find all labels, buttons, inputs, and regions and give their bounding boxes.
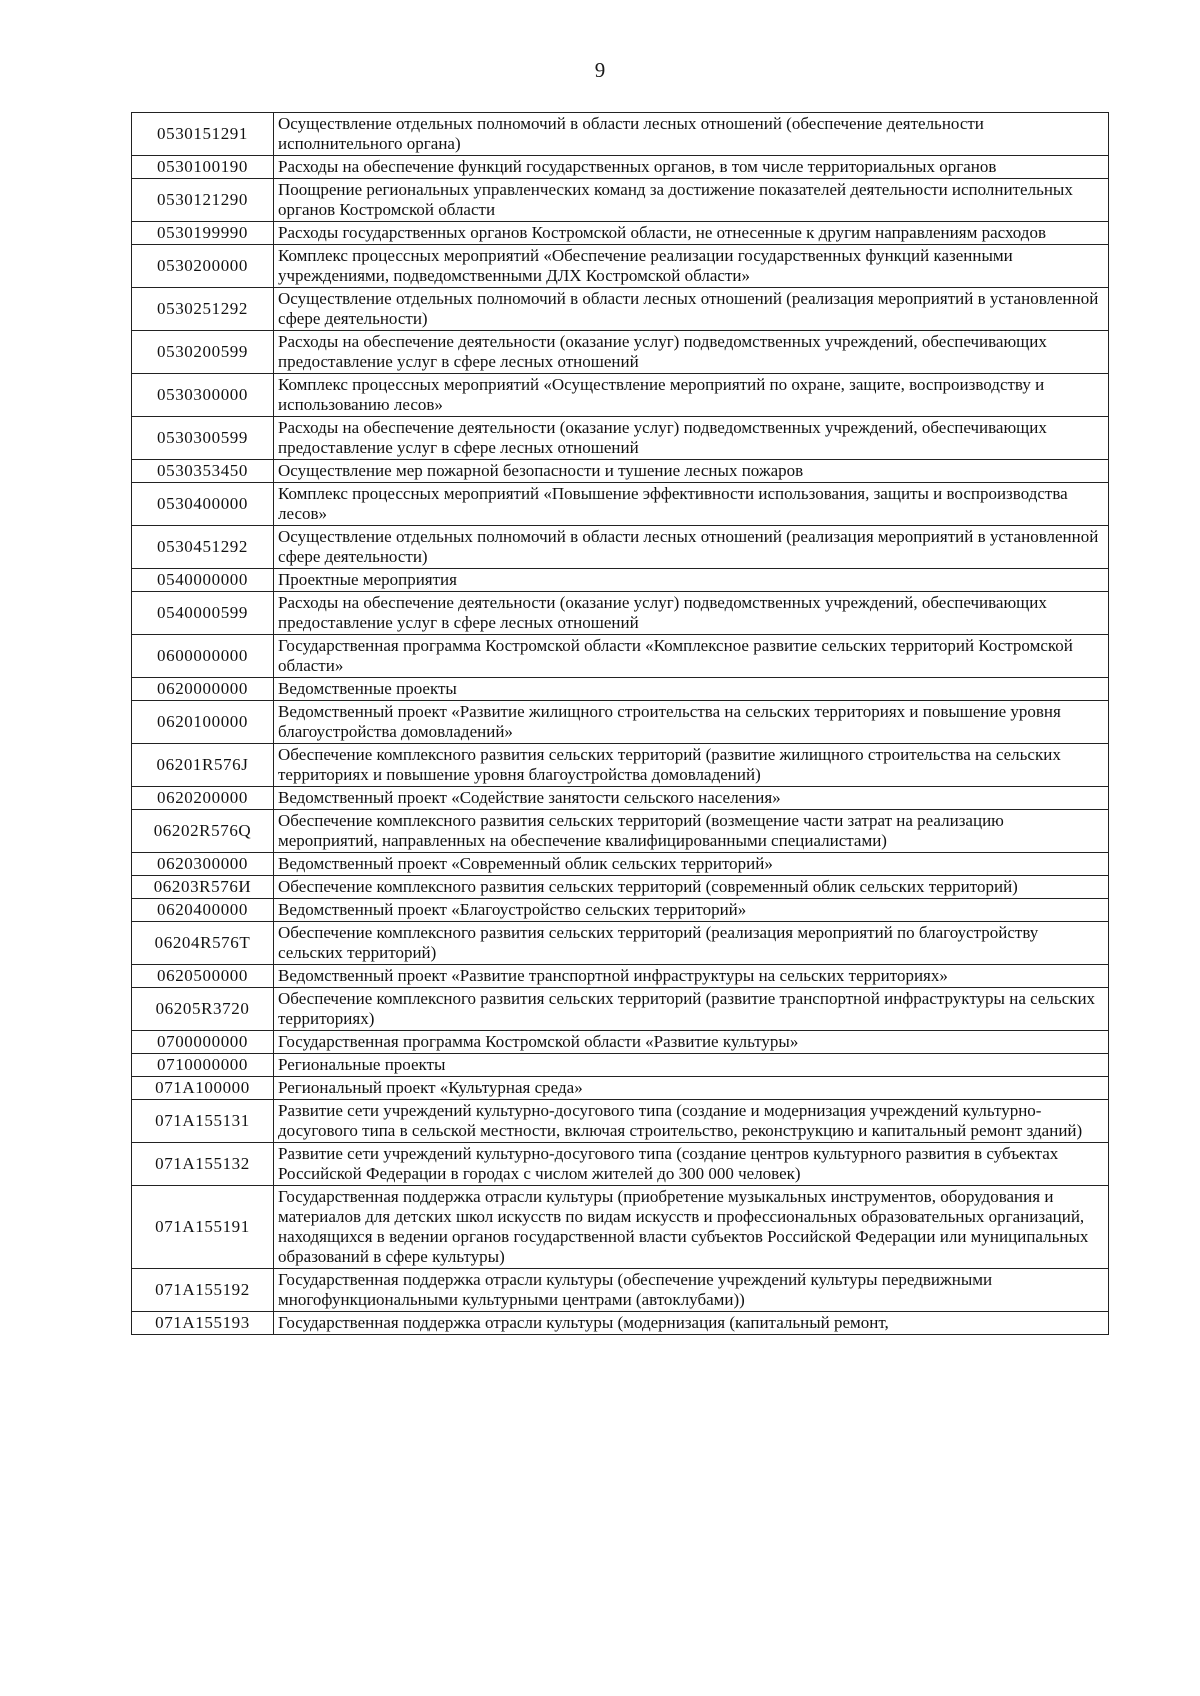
description-cell: Ведомственный проект «Развитие жилищного строительства на сельских территориях и повышение уровня благоустройства домовладений» [274,701,1109,744]
budget-code-cell: 0540000599 [132,592,274,635]
budget-code-cell: 0530300000 [132,374,274,417]
budget-code-cell: 071A155132 [132,1143,274,1186]
budget-code-cell: 0530251292 [132,288,274,331]
description-cell: Государственная программа Костромской области «Развитие культуры» [274,1031,1109,1054]
table-row [132,526,1109,569]
table-row [132,701,1109,744]
budget-code-cell: 071A100000 [132,1077,274,1100]
description-cell: Государственная поддержка отрасли культуры (обеспечение учреждений культуры передвижными многофункциональными культурными центрами (автоклубами)) [274,1269,1109,1312]
table-row [132,988,1109,1031]
budget-code-cell: 0530199990 [132,222,274,245]
budget-code-cell: 0620400000 [132,899,274,922]
description-cell: Ведомственный проект «Благоустройство сельских территорий» [274,899,1109,922]
budget-code-cell: 0530400000 [132,483,274,526]
description-cell: Развитие сети учреждений культурно-досугового типа (создание центров культурного развития в субъектах Российской Федерации в городах с числом жителей до 300 000 человек) [274,1143,1109,1186]
budget-code-cell: 071A155192 [132,1269,274,1312]
table-row [132,635,1109,678]
budget-code-cell: 0530300599 [132,417,274,460]
budget-code-cell: 0530121290 [132,179,274,222]
budget-code-cell: 0530151291 [132,113,274,156]
description-cell: Расходы на обеспечение функций государственных органов, в том числе территориальных органов [274,156,1109,179]
budget-code-cell: 0620200000 [132,787,274,810]
description-cell: Расходы государственных органов Костромской области, не отнесенные к другим направлениям расходов [274,222,1109,245]
page-number: 9 [594,58,606,82]
budget-code-cell: 06201R576J [132,744,274,787]
table-row [132,179,1109,222]
table-row [132,1143,1109,1186]
table-row [132,460,1109,483]
description-cell: Осуществление мер пожарной безопасности и тушение лесных пожаров [274,460,1109,483]
table-row [132,417,1109,460]
description-cell: Расходы на обеспечение деятельности (оказание услуг) подведомственных учреждений, обеспечивающих предоставление услуг в сфере лесных отношений [274,417,1109,460]
budget-code-cell: 0530353450 [132,460,274,483]
budget-code-cell: 071A155193 [132,1312,274,1335]
description-cell: Региональный проект «Культурная среда» [274,1077,1109,1100]
budget-code-cell: 0530100190 [132,156,274,179]
table-row [132,569,1109,592]
description-cell: Осуществление отдельных полномочий в области лесных отношений (реализация мероприятий в установленной сфере деятельности) [274,526,1109,569]
budget-code-cell: 0620500000 [132,965,274,988]
budget-code-cell: 06202R576Q [132,810,274,853]
description-cell: Обеспечение комплексного развития сельских территорий (развитие транспортной инфраструктуры на сельских территориях) [274,988,1109,1031]
table-row [132,156,1109,179]
budget-code-cell: 06205R3720 [132,988,274,1031]
description-cell: Ведомственные проекты [274,678,1109,701]
table-row [132,965,1109,988]
description-cell: Государственная поддержка отрасли культуры (модернизация (капитальный ремонт, [274,1312,1109,1335]
table-row [132,1054,1109,1077]
table-row [132,922,1109,965]
description-cell: Комплекс процессных мероприятий «Обеспечение реализации государственных функций казенными учреждениями, подведомственными ДЛХ Костромской области» [274,245,1109,288]
budget-code-cell: 071A155191 [132,1186,274,1269]
budget-code-cell: 0710000000 [132,1054,274,1077]
table-row [132,245,1109,288]
description-cell: Развитие сети учреждений культурно-досугового типа (создание и модернизация учреждений культурно-досугового типа в сельской местности, включая строительство, реконструкцию и капитальный ремонт зданий) [274,1100,1109,1143]
table-row [132,899,1109,922]
description-cell: Государственная программа Костромской области «Комплексное развитие сельских территорий Костромской области» [274,635,1109,678]
description-cell: Расходы на обеспечение деятельности (оказание услуг) подведомственных учреждений, обеспечивающих предоставление услуг в сфере лесных отношений [274,592,1109,635]
description-cell: Обеспечение комплексного развития сельских территорий (возмещение части затрат на реализацию мероприятий, направленных на обеспечение квалифицированными специалистами) [274,810,1109,853]
table-row [132,592,1109,635]
description-cell: Комплекс процессных мероприятий «Повышение эффективности использования, защиты и воспроизводства лесов» [274,483,1109,526]
table-row [132,222,1109,245]
budget-code-cell: 0620100000 [132,701,274,744]
table-row [132,374,1109,417]
budget-code-cell: 06204R576T [132,922,274,965]
table-row [132,1312,1109,1335]
table-row [132,483,1109,526]
table-row [132,1077,1109,1100]
table-row [132,1031,1109,1054]
description-cell: Ведомственный проект «Содействие занятости сельского населения» [274,787,1109,810]
description-cell: Ведомственный проект «Развитие транспортной инфраструктуры на сельских территориях» [274,965,1109,988]
budget-code-cell: 0530451292 [132,526,274,569]
table-row [132,678,1109,701]
description-cell: Ведомственный проект «Современный облик сельских территорий» [274,853,1109,876]
budget-code-cell: 0530200000 [132,245,274,288]
table-row [132,1269,1109,1312]
table-row [132,787,1109,810]
table-row [132,113,1109,156]
budget-code-cell: 0620300000 [132,853,274,876]
budget-code-cell: 0530200599 [132,331,274,374]
table-body [132,113,1109,1335]
description-cell: Обеспечение комплексного развития сельских территорий (реализация мероприятий по благоустройству сельских территорий) [274,922,1109,965]
table-row [132,744,1109,787]
table-row [132,853,1109,876]
budget-code-cell: 0540000000 [132,569,274,592]
description-cell: Осуществление отдельных полномочий в области лесных отношений (реализация мероприятий в установленной сфере деятельности) [274,288,1109,331]
table-row [132,1186,1109,1269]
budget-code-cell: 0620000000 [132,678,274,701]
description-cell: Проектные мероприятия [274,569,1109,592]
description-cell: Осуществление отдельных полномочий в области лесных отношений (обеспечение деятельности исполнительного органа) [274,113,1109,156]
table-row [132,331,1109,374]
description-cell: Региональные проекты [274,1054,1109,1077]
budget-code-cell: 0600000000 [132,635,274,678]
description-cell: Обеспечение комплексного развития сельских территорий (развитие жилищного строительства на сельских территориях и повышение уровня благоустройства домовладений) [274,744,1109,787]
description-cell: Поощрение региональных управленческих команд за достижение показателей деятельности исполнительных органов Костромской области [274,179,1109,222]
budget-codes-table [131,112,1109,1335]
description-cell: Расходы на обеспечение деятельности (оказание услуг) подведомственных учреждений, обеспечивающих предоставление услуг в сфере лесных отношений [274,331,1109,374]
budget-code-cell: 071A155131 [132,1100,274,1143]
description-cell: Комплекс процессных мероприятий «Осуществление мероприятий по охране, защите, воспроизводству и использованию лесов» [274,374,1109,417]
table-row [132,876,1109,899]
description-cell: Обеспечение комплексного развития сельских территорий (современный облик сельских территорий) [274,876,1109,899]
table-row [132,1100,1109,1143]
budget-code-cell: 06203R576И [132,876,274,899]
table-row [132,810,1109,853]
description-cell: Государственная поддержка отрасли культуры (приобретение музыкальных инструментов, оборудования и материалов для детских школ искусств по видам искусств и профессиональных образовательных организаций, находящихся в ведении органов государственной власти субъектов Российской Федерации или муниципальных образований в сфере культуры) [274,1186,1109,1269]
table-row [132,288,1109,331]
budget-code-cell: 0700000000 [132,1031,274,1054]
